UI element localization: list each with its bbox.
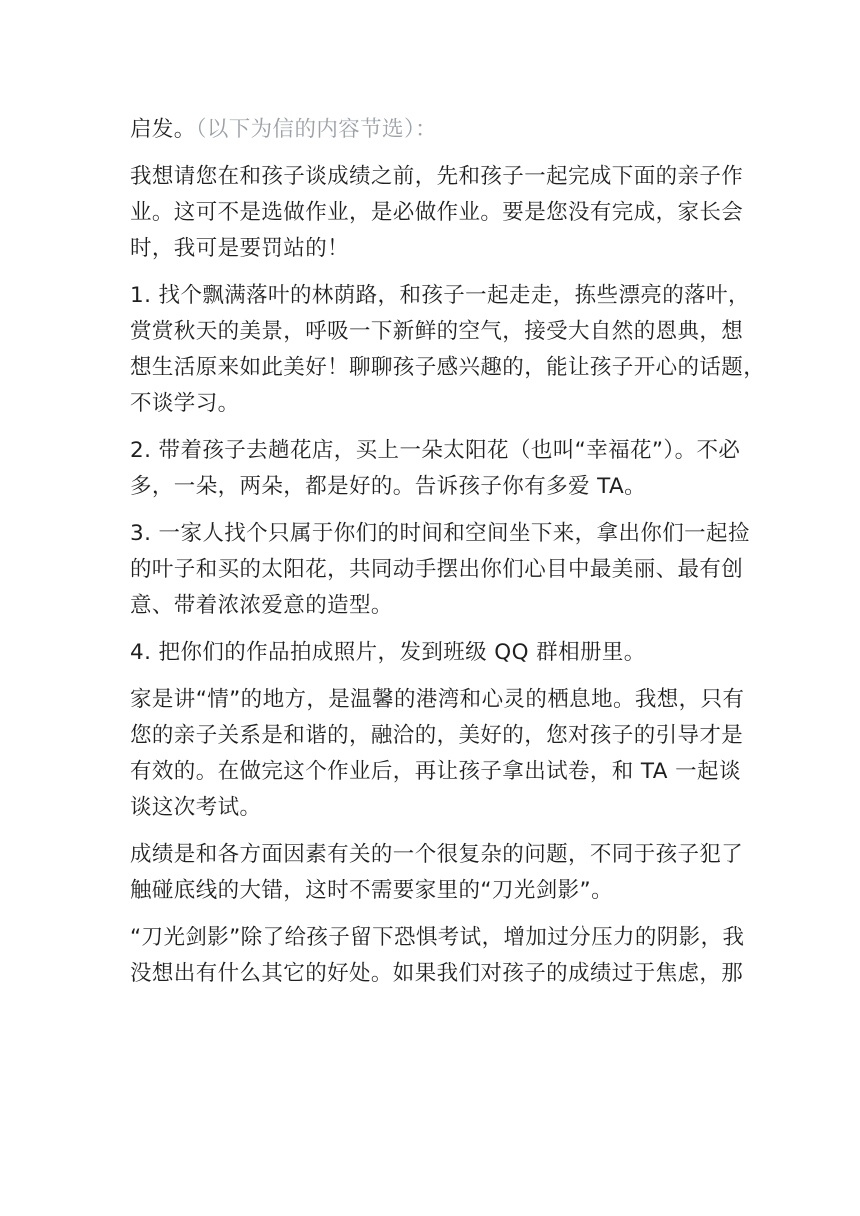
excerpt-note: （以下为信的内容节选）： xyxy=(195,117,438,142)
text-line: 时，我可是要罚站的！ xyxy=(130,236,350,261)
paragraph-grades xyxy=(130,837,744,909)
text-line: 2. 带着孩子去趟花店，买上一朵太阳花（也叫“幸福花”）。不必 xyxy=(130,438,741,463)
paragraph-conflict xyxy=(130,920,745,992)
text-line: 的叶子和买的太阳花，共同动手摆出你们心目中最美丽、最有创 xyxy=(130,557,744,582)
intro-lead: 启发。 xyxy=(130,117,196,142)
text-line: 业。这可不是选做作业，是必做作业。要是您没有完成，家长会 xyxy=(130,200,744,225)
text-line: 谈这次考试。 xyxy=(130,795,262,820)
text-line: 想生活原来如此美好！聊聊孩子感兴趣的，能让孩子开心的话题， xyxy=(130,355,766,380)
text-line: 有效的。在做完这个作业后，再让孩子拿出试卷，和 TA 一起谈 xyxy=(130,759,741,784)
text-line: 4. 把你们的作品拍成照片，发到班级 QQ 群相册里。 xyxy=(130,640,646,665)
text-line: 您的亲子关系是和谐的，融洽的，美好的，您对孩子的引导才是 xyxy=(130,723,744,748)
text-line: 多，一朵，两朵，都是好的。告诉孩子你有多爱 TA。 xyxy=(130,474,647,499)
paragraph-task-1 xyxy=(130,278,766,422)
text-line: 意、带着浓浓爱意的造型。 xyxy=(130,593,393,618)
text-line: 赏赏秋天的美景，呼吸一下新鲜的空气，接受大自然的恩典，想 xyxy=(130,319,744,344)
text-line: 家是讲“情”的地方，是温馨的港湾和心灵的栖息地。我想，只有 xyxy=(130,687,745,712)
paragraph-home xyxy=(130,682,745,826)
text-line: 1. 找个飘满落叶的林荫路，和孩子一起走走，拣些漂亮的落叶， xyxy=(130,283,750,308)
paragraph-request xyxy=(130,159,744,267)
paragraph-task-3 xyxy=(130,516,750,624)
text-line: “刀光剑影”除了给孩子留下恐惧考试，增加过分压力的阴影，我 xyxy=(130,925,745,950)
text-line: 3. 一家人找个只属于你们的时间和空间坐下来，拿出你们一起捡 xyxy=(130,521,750,546)
text-line: 没想出有什么其它的好处。如果我们对孩子的成绩过于焦虑，那 xyxy=(130,961,744,986)
intro-line xyxy=(130,112,730,148)
text-line: 成绩是和各方面因素有关的一个很复杂的问题，不同于孩子犯了 xyxy=(130,842,744,867)
text-line: 不谈学习。 xyxy=(130,391,240,416)
text-line: 我想请您在和孩子谈成绩之前，先和孩子一起完成下面的亲子作 xyxy=(130,164,744,189)
text-line: 触碰底线的大错，这时不需要家里的“刀光剑影”。 xyxy=(130,878,613,903)
letter-excerpt xyxy=(130,112,766,992)
paragraph-task-2 xyxy=(130,433,741,505)
paragraph-task-4 xyxy=(130,635,730,671)
